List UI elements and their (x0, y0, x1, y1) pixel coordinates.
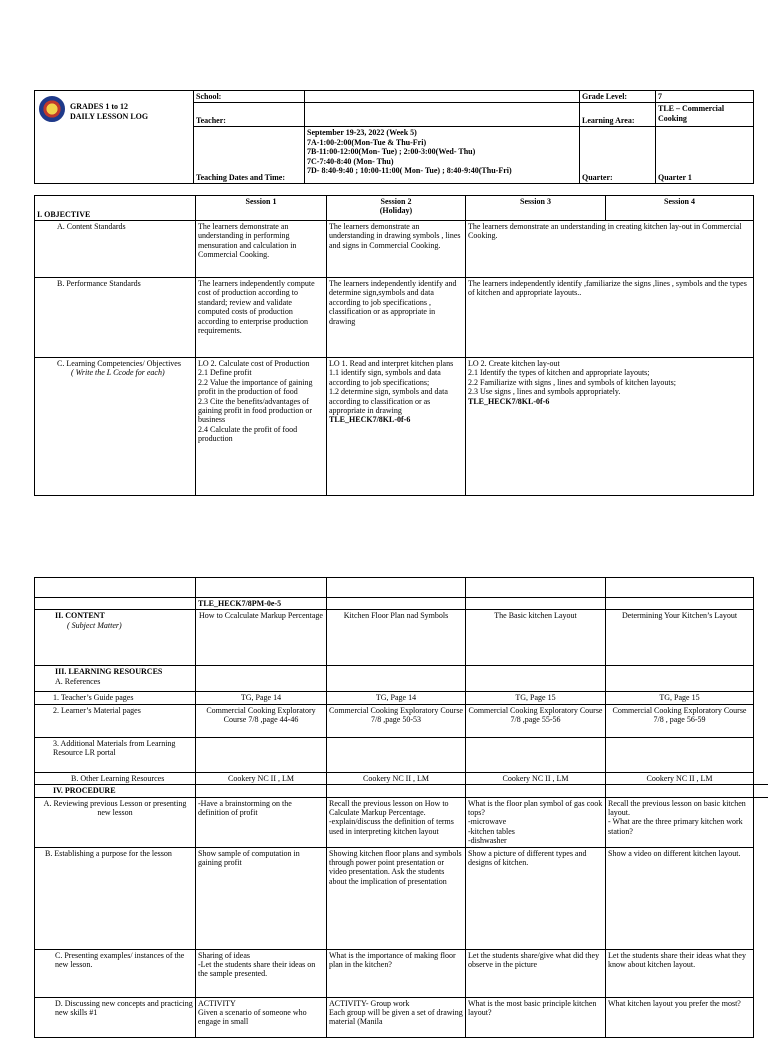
learning-area-value: TLE – Commercial Cooking (656, 103, 754, 127)
procedure-table (34, 577, 768, 1038)
objective-heading: I. OBJECTIVE (35, 196, 196, 221)
tg-s1: TG, Page 14 (196, 692, 327, 704)
tg-s4: TG, Page 15 (606, 692, 754, 704)
content-s4: Determining Your Kitchen’s Layout (606, 610, 754, 666)
performance-standards-s34: The learners independently identify ,familiarize the signs ,lines , symbols and the types of kitchen and appropriate layouts.. (466, 278, 754, 358)
competencies-s1: LO 2. Calculate cost of Production 2.1 Define profit 2.2 Value the importance of gaining profit in the production of food 2.3 Cite the benefits/advantages of gaining profit in food production or business 2.4 Calculate the profit of food production (196, 358, 327, 496)
grade-level-value: 7 (656, 91, 754, 103)
lm-s3: Commercial Cooking Exploratory Course 7/8 ,page 55-56 (466, 704, 606, 737)
examples-label: C. Presenting examples/ instances of the new lesson. (35, 949, 196, 997)
review-s3: What is the floor plan symbol of gas cook tops? -microwave -kitchen tables -dishwasher (466, 797, 606, 847)
dates-label: Teaching Dates and Time: (194, 127, 305, 184)
purpose-s2: Showing kitchen floor plans and symbols through power point presentation or video presentation. Ask the students about the implication of presentation (327, 847, 466, 949)
content-standards-label: A. Content Standards (35, 221, 196, 278)
teacher-value (305, 103, 580, 127)
session-4-header: Session 4 (606, 196, 754, 221)
references-label: A. References (55, 676, 101, 686)
content-s1: How to Ccalculate Markup Percentage (196, 610, 327, 666)
other-s4: Cookery NC II , LM (606, 772, 754, 784)
other-s3: Cookery NC II , LM (466, 772, 606, 784)
school-label: School: (194, 91, 305, 103)
competencies-s34-cell (466, 358, 754, 496)
content-s2: Kitchen Floor Plan nad Symbols (327, 610, 466, 666)
procedure-heading: IV. PROCEDURE (35, 785, 196, 797)
competencies-s34: LO 2. Create kitchen lay-out 2.1 Identify the types of kitchen and appropriate layouts; 2.2 Familiarize with signs , lines and symbols of kitchen layouts; 2.3 Use signs , lines and symbols appropriately. (468, 359, 676, 397)
tg-label: 1. Teacher’s Guide pages (35, 692, 196, 704)
examples-s2: What is the importance of making floor plan in the kitchen? (327, 949, 466, 997)
performance-standards-s1: The learners independently compute cost of production according to standard; review and validate computed costs of production according to enterprise production requirements. (196, 278, 327, 358)
competencies-s34-code: TLE_HECK7/8KL-0f-6 (468, 396, 550, 406)
content-sub: ( Subject Matter) (67, 620, 122, 630)
lm-s2: Commercial Cooking Exploratory Course 7/8 ,page 50-53 (327, 704, 466, 737)
purpose-s4: Show a video on different kitchen layout. (606, 847, 754, 949)
discuss-s1: ACTIVITY Given a scenario of someone who engage in small (196, 997, 327, 1037)
session-1-header: Session 1 (196, 196, 327, 221)
resources-cell (35, 666, 196, 692)
competencies-s2-code: TLE_HECK7/8KL-0f-6 (329, 415, 411, 425)
dates-value: September 19-23, 2022 (Week 5) 7A-1:00-2:00(Mon-Tue & Thu-Fri) 7B-11:00-12:00(Mon- Tue) ; 2:00-3:00(Wed- Thu) 7C-7:40-8:40 (Mon- Thu) 7D- 8:40-9:40 ; 10:00-11:00( Mon- Tue) ; 8:40-9:40(Thu-Fri) (305, 127, 580, 184)
lm-label: 2. Learner’s Material pages (35, 704, 196, 737)
dll-title-line2: DAILY LESSON LOG (70, 112, 149, 121)
header-table (34, 90, 754, 184)
quarter-value: Quarter 1 (656, 127, 754, 184)
content-standards-s2: The learners demonstrate an understanding in drawing symbols , lines and signs in Commercial Cooking. (327, 221, 466, 278)
tg-s3: TG, Page 15 (466, 692, 606, 704)
review-s4: Recall the previous lesson on basic kitchen layout. - What are the three primary kitchen work station? (606, 797, 754, 847)
review-s2: Recall the previous lesson on How to Calculate Markup Percentage. -explain/discuss the definition of terms used in interpreting kitchen layout (327, 797, 466, 847)
competencies-label: C. Learning Competencies/ Objectives (57, 359, 181, 368)
deped-seal-icon (39, 96, 65, 122)
examples-s1: Sharing of ideas -Let the students share their ideas on the sample presented. (196, 949, 327, 997)
content-heading-cell (35, 610, 196, 666)
performance-standards-label: B. Performance Standards (35, 278, 196, 358)
tg-s2: TG, Page 14 (327, 692, 466, 704)
other-label: B. Other Learning Resources (35, 772, 196, 784)
learning-area-label: Learning Area: (580, 103, 656, 127)
review-s1: -Have a brainstorming on the definition of profit (196, 797, 327, 847)
discuss-label: D. Discussing new concepts and practicing new skills #1 (35, 997, 196, 1037)
content-standards-s34: The learners demonstrate an understanding in creating kitchen lay-out in Commercial Cooking. (466, 221, 754, 278)
logo-cell (35, 91, 194, 184)
session-3-header: Session 3 (466, 196, 606, 221)
examples-s3: Let the students share/give what did they observe in the picture (466, 949, 606, 997)
competencies-s2: LO 1. Read and interpret kitchen plans 1.1 identify sign, symbols and data according to job specifications; 1.2 determine sign, symbols and data according to classification or as appropriate in drawing (329, 359, 454, 416)
competencies-s2-cell (327, 358, 466, 496)
other-s2: Cookery NC II , LM (327, 772, 466, 784)
resources-heading: III. LEARNING RESOURCES (55, 667, 163, 677)
review-label: A. Reviewing previous Lesson or presenting new lesson (35, 797, 196, 847)
other-s1: Cookery NC II , LM (196, 772, 327, 784)
teacher-label: Teacher: (194, 103, 305, 127)
purpose-s3: Show a picture of different types and designs of kitchen. (466, 847, 606, 949)
quarter-label: Quarter: (580, 127, 656, 184)
discuss-s4: What kitchen layout you prefer the most? (606, 997, 754, 1037)
competencies-note: ( Write the L Ccode for each) (71, 368, 165, 378)
discuss-s3: What is the most basic principle kitchen layout? (466, 997, 606, 1037)
dll-title-line1: GRADES 1 to 12 (70, 102, 129, 111)
content-standards-s1: The learners demonstrate an understanding in performing mensuration and calculation in Commercial Cooking. (196, 221, 327, 278)
session-2-header: Session 2 (Holiday) (327, 196, 466, 221)
objective-table (34, 195, 754, 496)
lm-s1: Commercial Cooking Exploratory Course 7/8 ,page 44-46 (196, 704, 327, 737)
grade-level-label: Grade Level: (580, 91, 656, 103)
content-heading: II. CONTENT (55, 611, 105, 621)
lm-s4: Commercial Cooking Exploratory Course 7/8 , page 56-59 (606, 704, 754, 737)
additional-label: 3. Additional Materials from Learning Resource LR portal (35, 737, 196, 772)
school-value (305, 91, 580, 103)
discuss-s2: ACTIVITY- Group work Each group will be given a set of drawing material (Manila (327, 997, 466, 1037)
purpose-s1: Show sample of computation in gaining profit (196, 847, 327, 949)
purpose-label: B. Establishing a purpose for the lesson (35, 847, 196, 949)
lesson-code: TLE_HECK7/8PM-0e-5 (196, 598, 327, 610)
competencies-label-cell (35, 358, 196, 496)
examples-s4: Let the students share their ideas what they know about kitchen layout. (606, 949, 754, 997)
content-s3: The Basic kitchen Layout (466, 610, 606, 666)
performance-standards-s2: The learners independently identify and determine sign,symbols and data according to job specifications , classification or as appropriate in drawing (327, 278, 466, 358)
